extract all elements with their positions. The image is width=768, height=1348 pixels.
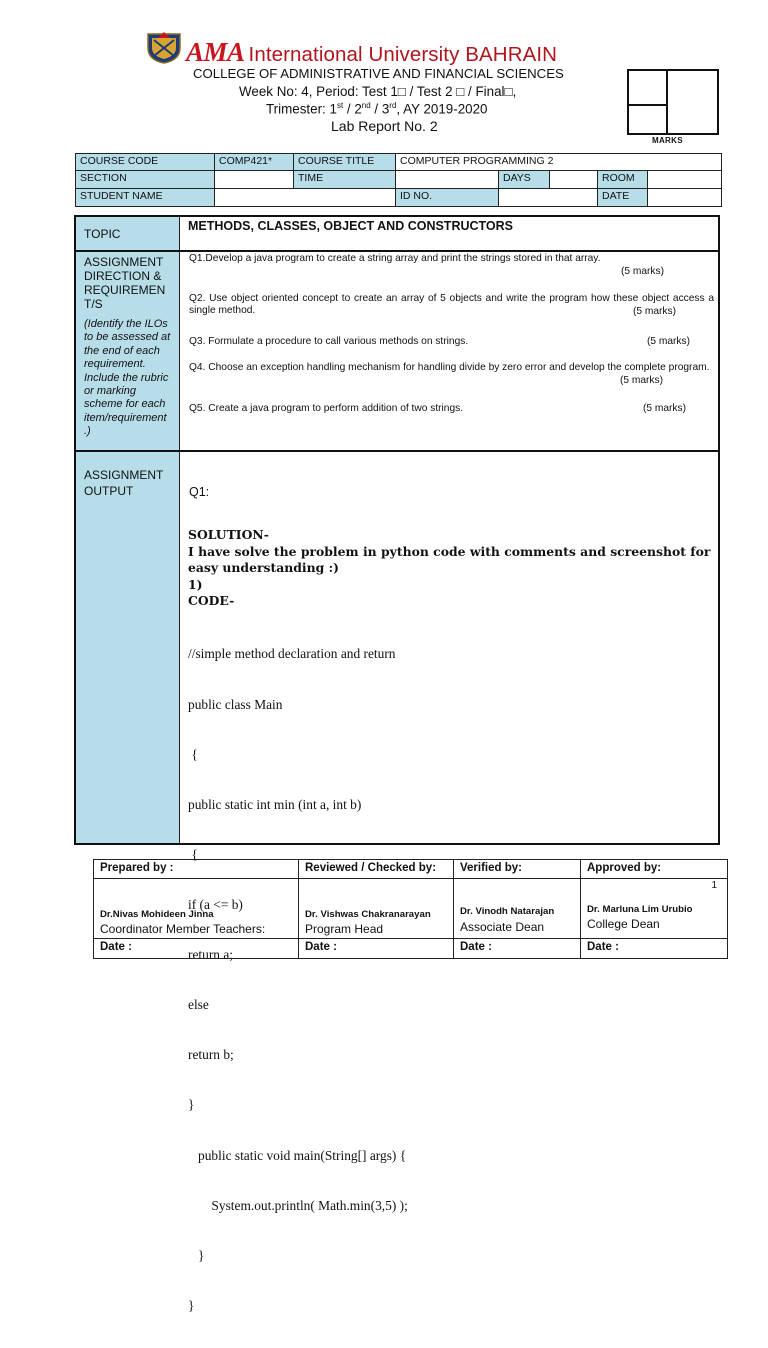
question-4: Q4. Choose an exception handling mechanism for handling divide by zero error and develop the complete program.	[189, 362, 710, 373]
code-block	[188, 613, 718, 1348]
student-name-label: STUDENT NAME	[76, 189, 215, 207]
trimester-line: Trimester: 1st / 2nd / 3rd, AY 2019-2020	[266, 101, 488, 117]
id-label: ID NO.	[396, 189, 499, 207]
section-label: SECTION	[76, 171, 215, 189]
reviewed-by-label: Reviewed / Checked by:	[299, 860, 454, 879]
room-value	[647, 171, 721, 188]
question-2: Q2. Use object oriented concept to create an array of 5 objects and write the program how these object access a single method.	[189, 293, 714, 317]
output-q1-label: Q1:	[189, 485, 210, 499]
code-line: public static void main(String[] args) {	[188, 1147, 407, 1163]
prepared-by-label: Prepared by :	[94, 860, 299, 879]
student-name-value	[215, 189, 396, 207]
question-5-marks: (5 marks)	[643, 403, 687, 414]
id-value	[499, 189, 598, 207]
code-heading: CODE-	[188, 593, 235, 608]
time-value	[396, 171, 499, 189]
question-3-marks: (5 marks)	[647, 336, 691, 347]
date-value	[647, 189, 721, 206]
date-field: Date :	[299, 939, 454, 959]
code-line: System.out.println( Math.min(3,5) );	[188, 1197, 408, 1213]
verified-by-label: Verified by:	[454, 860, 581, 879]
days-label: DAYS	[499, 171, 550, 189]
page-number: 1	[711, 880, 717, 891]
question-5: Q5. Create a java program to perform addition of two strings.	[189, 403, 464, 414]
code-line: {	[188, 846, 198, 862]
date-label: DATE	[598, 189, 647, 206]
reviewer-role: Program Head	[305, 922, 384, 936]
assignment-note: (Identify the ILOs to be assessed at the end of each requirement. Include the rubric or marking scheme for each item/requirement .)	[84, 318, 171, 438]
approver-role: College Dean	[587, 917, 660, 931]
approver-name: Dr. Marluna Lim Urubio	[587, 904, 693, 915]
course-title-value: COMPUTER PROGRAMMING 2	[396, 154, 722, 171]
code-line: public class Main	[188, 696, 283, 712]
code-line: return b;	[188, 1047, 234, 1063]
days-value	[550, 171, 598, 189]
college-name: COLLEGE OF ADMINISTRATIVE AND FINANCIAL SCIENCES	[193, 66, 564, 81]
code-line: if (a <= b)	[188, 896, 243, 912]
course-title-label: COURSE TITLE	[294, 154, 396, 171]
solution-text: I have solve the problem in python code with comments and screenshot for easy understanding :)	[188, 543, 711, 575]
code-line: }	[188, 1247, 205, 1263]
code-line: }	[188, 1297, 195, 1313]
preparer-name: Dr.Nivas Mohideen Jinna	[100, 909, 214, 920]
topic-label: TOPIC	[84, 227, 121, 241]
section-value	[215, 171, 294, 189]
date-field: Date :	[581, 939, 728, 959]
code-line: {	[188, 746, 198, 762]
code-line: return a;	[188, 947, 233, 963]
reviewer-name: Dr. Vishwas Chakranarayan	[305, 909, 431, 920]
course-code-label: COURSE CODE	[76, 154, 215, 171]
lab-report-title: Lab Report No. 2	[331, 118, 438, 134]
course-info-table	[75, 153, 722, 207]
course-code-value: COMP421*	[215, 154, 294, 171]
verifier-role: Associate Dean	[460, 920, 545, 934]
marks-label: MARKS	[652, 136, 683, 145]
verifier-name: Dr. Vinodh Natarajan	[460, 906, 555, 917]
university-name: International University BAHRAIN	[248, 43, 558, 66]
university-crest-logo	[144, 30, 184, 64]
code-line: else	[188, 997, 209, 1013]
code-line: //simple method declaration and return	[188, 646, 396, 662]
marks-box	[627, 69, 719, 135]
approved-by-label: Approved by:	[581, 860, 728, 879]
ama-logo-text: AMA	[186, 37, 245, 67]
topic-value: METHODS, CLASSES, OBJECT AND CONSTRUCTORS	[188, 219, 514, 233]
preparer-role: Coordinator Member Teachers:	[100, 922, 266, 936]
week-period-line: Week No: 4, Period: Test 1□ / Test 2 □ / Final□,	[239, 84, 517, 99]
date-field: Date :	[454, 939, 581, 959]
solution-step: 1)	[188, 576, 203, 592]
question-2-marks: (5 marks)	[633, 306, 677, 317]
solution-title: SOLUTION-	[188, 527, 269, 542]
assignment-output-label: ASSIGNMENT OUTPUT	[84, 468, 164, 498]
university-title	[186, 37, 557, 68]
question-4-marks: (5 marks)	[620, 375, 664, 386]
question-1-marks: (5 marks)	[621, 266, 665, 277]
signature-table	[93, 859, 728, 959]
question-3: Q3. Formulate a procedure to call various methods on strings.	[189, 336, 469, 347]
question-1: Q1.Develop a java program to create a string array and print the strings stored in that array.	[189, 253, 601, 264]
room-label: ROOM	[598, 171, 647, 188]
code-line: }	[188, 1097, 195, 1113]
assignment-direction-label: ASSIGNMENT DIRECTION & REQUIREMEN T/S	[84, 255, 166, 311]
time-label: TIME	[294, 171, 396, 189]
date-field: Date :	[94, 939, 299, 959]
solution-block	[188, 527, 718, 610]
code-line: public static int min (int a, int b)	[188, 796, 362, 812]
